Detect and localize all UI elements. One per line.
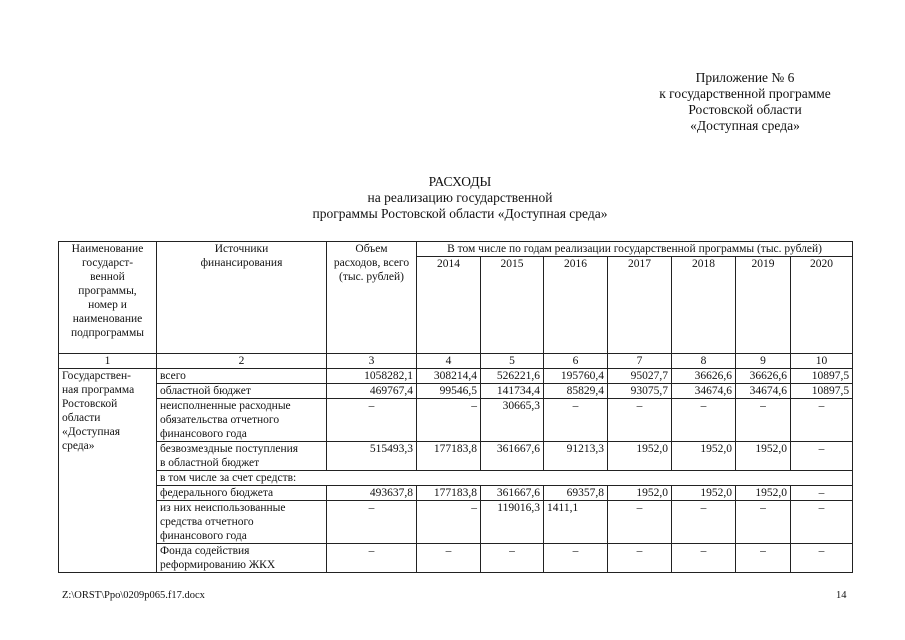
value-cell: –: [736, 501, 791, 544]
value-cell: 361667,6: [481, 442, 544, 471]
value-cell: –: [672, 399, 736, 442]
table-row: [59, 399, 853, 442]
header-program-name: Наименование государст- венной программы, номер и наименование подпрограммы: [59, 242, 157, 354]
source-cell: из них неиспользованные средства отчетного финансового года: [157, 501, 327, 544]
source-cell: областной бюджет: [157, 384, 327, 399]
column-index: 3: [327, 354, 417, 369]
value-cell: 10897,5: [791, 369, 853, 384]
value-cell: 526221,6: [481, 369, 544, 384]
source-cell: федерального бюджета: [157, 486, 327, 501]
value-cell: 177183,8: [417, 486, 481, 501]
value-cell: –: [791, 399, 853, 442]
column-index: 2: [157, 354, 327, 369]
source-cell: в том числе за счет средств:: [157, 471, 327, 486]
value-cell: 1952,0: [608, 442, 672, 471]
table-row: [59, 369, 853, 384]
footer-page-number: 14: [836, 590, 847, 601]
value-cell: 493637,8: [327, 486, 417, 501]
value-cell: –: [327, 544, 417, 573]
value-cell: 95027,7: [608, 369, 672, 384]
value-cell: 69357,8: [544, 486, 608, 501]
title-main: РАСХОДЫ: [428, 174, 492, 189]
column-index: 1: [59, 354, 157, 369]
column-index: 9: [736, 354, 791, 369]
title-sub-2: программы Ростовской области «Доступная среда»: [312, 206, 608, 221]
source-cell: безвозмездные поступления в областной бюджет: [157, 442, 327, 471]
value-cell: 10897,5: [791, 384, 853, 399]
appendix-block: [600, 70, 890, 134]
table-row: [59, 442, 853, 471]
value-cell: –: [608, 399, 672, 442]
column-index: 4: [417, 354, 481, 369]
value-cell: –: [417, 501, 481, 544]
value-cell: –: [736, 399, 791, 442]
value-cell: 119016,3: [481, 501, 544, 544]
program-name-cell: Государствен- ная программа Ростовской области «Доступная среда»: [59, 369, 157, 573]
value-cell: –: [672, 544, 736, 573]
appendix-line-1: Приложение № 6: [695, 70, 795, 85]
value-cell: –: [544, 399, 608, 442]
value-cell: 34674,6: [736, 384, 791, 399]
document-title: [200, 174, 720, 222]
value-cell: –: [608, 544, 672, 573]
column-index: 7: [608, 354, 672, 369]
column-index-row: [59, 354, 853, 369]
header-total-volume: Объем расходов, всего (тыс. рублей): [327, 242, 417, 354]
value-cell: –: [791, 544, 853, 573]
value-cell: 469767,4: [327, 384, 417, 399]
header-year: 2015: [481, 257, 544, 354]
value-cell: –: [327, 399, 417, 442]
value-cell: 1952,0: [608, 486, 672, 501]
value-cell: 515493,3: [327, 442, 417, 471]
value-cell: 1952,0: [672, 442, 736, 471]
value-cell: –: [608, 501, 672, 544]
header-funding-source: Источники финансирования: [157, 242, 327, 354]
value-cell: 195760,4: [544, 369, 608, 384]
table-row: [59, 384, 853, 399]
footer-file-path: Z:\ORST\Ppo\0209p065.f17.docx: [62, 590, 205, 601]
header-year: 2020: [791, 257, 853, 354]
header-row-1: [59, 242, 853, 257]
header-year: 2014: [417, 257, 481, 354]
value-cell: 91213,3: [544, 442, 608, 471]
value-cell: –: [736, 544, 791, 573]
empty-cell: [327, 471, 853, 486]
value-cell: 93075,7: [608, 384, 672, 399]
column-index: 5: [481, 354, 544, 369]
value-cell: 99546,5: [417, 384, 481, 399]
value-cell: –: [481, 544, 544, 573]
value-cell: 1952,0: [736, 442, 791, 471]
table-row: [59, 471, 853, 486]
value-cell: 34674,6: [672, 384, 736, 399]
value-cell: 30665,3: [481, 399, 544, 442]
value-cell: 1952,0: [672, 486, 736, 501]
value-cell: 141734,4: [481, 384, 544, 399]
header-year: 2017: [608, 257, 672, 354]
source-cell: неисполненные расходные обязательства отчетного финансового года: [157, 399, 327, 442]
value-cell: –: [417, 544, 481, 573]
value-cell: 1952,0: [736, 486, 791, 501]
value-cell: 177183,8: [417, 442, 481, 471]
column-index: 8: [672, 354, 736, 369]
value-cell: 85829,4: [544, 384, 608, 399]
source-cell: Фонда содействия реформированию ЖКХ: [157, 544, 327, 573]
value-cell: 1411,1: [544, 501, 608, 544]
value-cell: 1058282,1: [327, 369, 417, 384]
value-cell: 36626,6: [672, 369, 736, 384]
header-year: 2019: [736, 257, 791, 354]
appendix-line-2: к государственной программе: [659, 86, 831, 101]
header-year: 2018: [672, 257, 736, 354]
value-cell: –: [544, 544, 608, 573]
column-index: 6: [544, 354, 608, 369]
value-cell: –: [791, 486, 853, 501]
value-cell: –: [791, 501, 853, 544]
value-cell: –: [672, 501, 736, 544]
expenses-table: [58, 241, 853, 573]
column-index: 10: [791, 354, 853, 369]
value-cell: –: [417, 399, 481, 442]
source-cell: всего: [157, 369, 327, 384]
table-row: [59, 544, 853, 573]
table-row: [59, 486, 853, 501]
appendix-line-3: Ростовской области: [688, 102, 802, 117]
header-year: 2016: [544, 257, 608, 354]
value-cell: –: [791, 442, 853, 471]
value-cell: 36626,6: [736, 369, 791, 384]
value-cell: –: [327, 501, 417, 544]
value-cell: 308214,4: [417, 369, 481, 384]
value-cell: 361667,6: [481, 486, 544, 501]
title-sub-1: на реализацию государственной: [367, 190, 553, 205]
table-row: [59, 501, 853, 544]
header-years-caption: В том числе по годам реализации государственной программы (тыс. рублей): [417, 242, 853, 257]
appendix-line-4: «Доступная среда»: [690, 118, 800, 133]
